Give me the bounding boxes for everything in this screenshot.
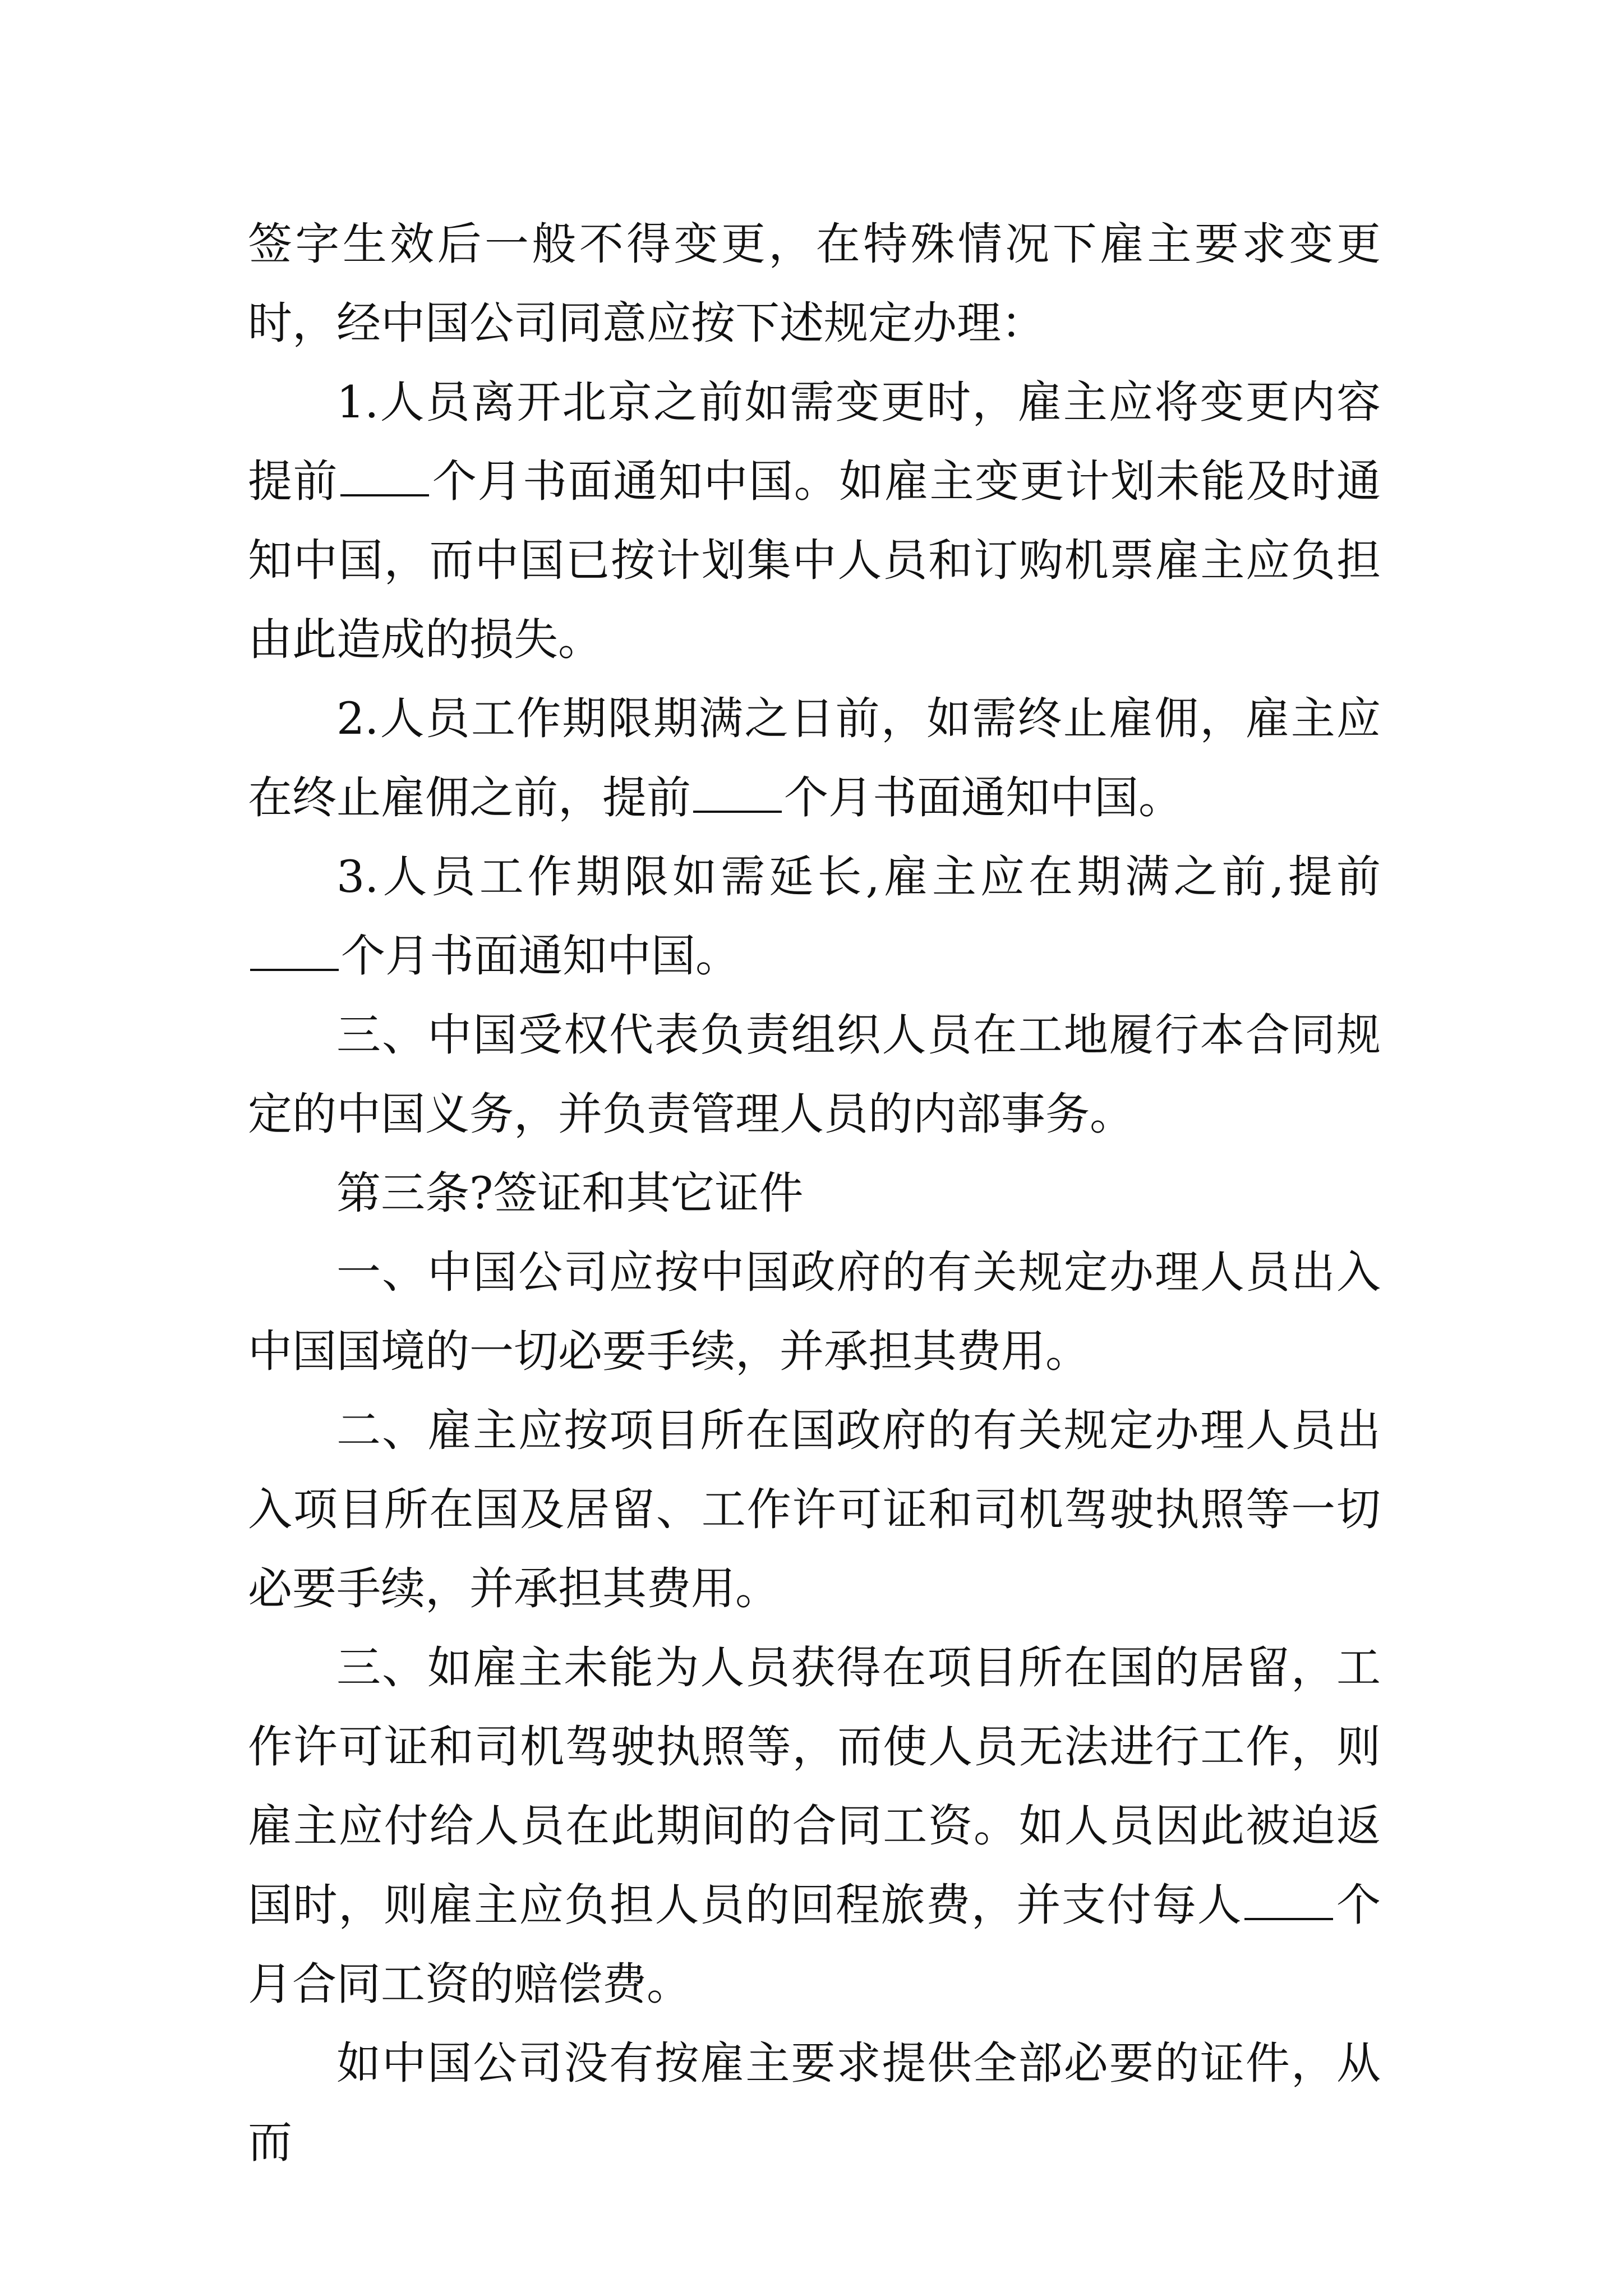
paragraph-text: 二、雇主应按项目所在国政府的有关规定办理人员出入项目所在国及居留、工作许可证和司机驾驶执照等一切必要手续，并承担其费用。 — [248, 1405, 1381, 1614]
paragraph-p7 — [248, 1391, 1381, 1628]
paragraph-p4 — [248, 996, 1381, 1154]
paragraph-text: 三、中国受权代表负责组织人员在工地履行本合同规定的中国义务，并负责管理人员的内部事务。 — [248, 1009, 1381, 1140]
paragraph-p9 — [248, 2024, 1381, 2182]
fill-in-blank — [693, 774, 782, 813]
fill-in-blank — [1244, 1881, 1333, 1920]
paragraph-p0 — [248, 205, 1381, 363]
paragraph-text: 个月书面通知中国。如雇主变更计划未能及时通知中国，而中国已按计划集中人员和订购机票雇主应负担由此造成的损失。 — [248, 455, 1381, 665]
paragraph-p8 — [248, 1628, 1381, 2024]
paragraph-text: 1.人员离开北京之前如需变更时，雇主应将变更内容提前 — [248, 376, 1381, 507]
paragraph-text: 签字生效后一般不得变更，在特殊情况下雇主要求变更时，经中国公司同意应按下述规定办理： — [248, 218, 1381, 349]
paragraph-p6 — [248, 1233, 1381, 1391]
paragraph-text: 3.人员工作期限如需延长,雇主应在期满之前,提前 — [336, 851, 1381, 903]
paragraph-text: 2.人员工作期限期满之日前，如需终止雇佣，雇主应在终止雇佣之前，提前 — [248, 693, 1381, 823]
paragraph-text: 第三条?签证和其它证件 — [336, 1167, 804, 1219]
paragraph-text: 一、中国公司应按中国政府的有关规定办理人员出入中国国境的一切必要手续，并承担其费用。 — [248, 1246, 1381, 1377]
paragraph-text: 三、如雇主未能为人员获得在项目所在国的居留，工作许可证和司机驾驶执照等，而使人员无法进行工作，则雇主应付给人员在此期间的合同工资。如人员因此被迫返国时，则雇主应负担人员的回程旅费，并支付每人 — [248, 1642, 1381, 1931]
paragraph-text: 如中国公司没有按雇主要求提供全部必要的证件，从而 — [248, 2037, 1381, 2168]
paragraph-text: 个月合同工资的赔偿费。 — [248, 1879, 1381, 2010]
paragraph-text: 个月书面通知中国。 — [784, 772, 1183, 823]
paragraph-p1 — [248, 363, 1381, 679]
fill-in-blank — [340, 457, 429, 496]
paragraph-text: 个月书面通知中国。 — [341, 930, 740, 982]
document-body — [248, 205, 1381, 2182]
fill-in-blank — [250, 932, 339, 971]
paragraph-p5 — [248, 1154, 1381, 1233]
paragraph-p2 — [248, 679, 1381, 838]
paragraph-p3 — [248, 838, 1381, 996]
